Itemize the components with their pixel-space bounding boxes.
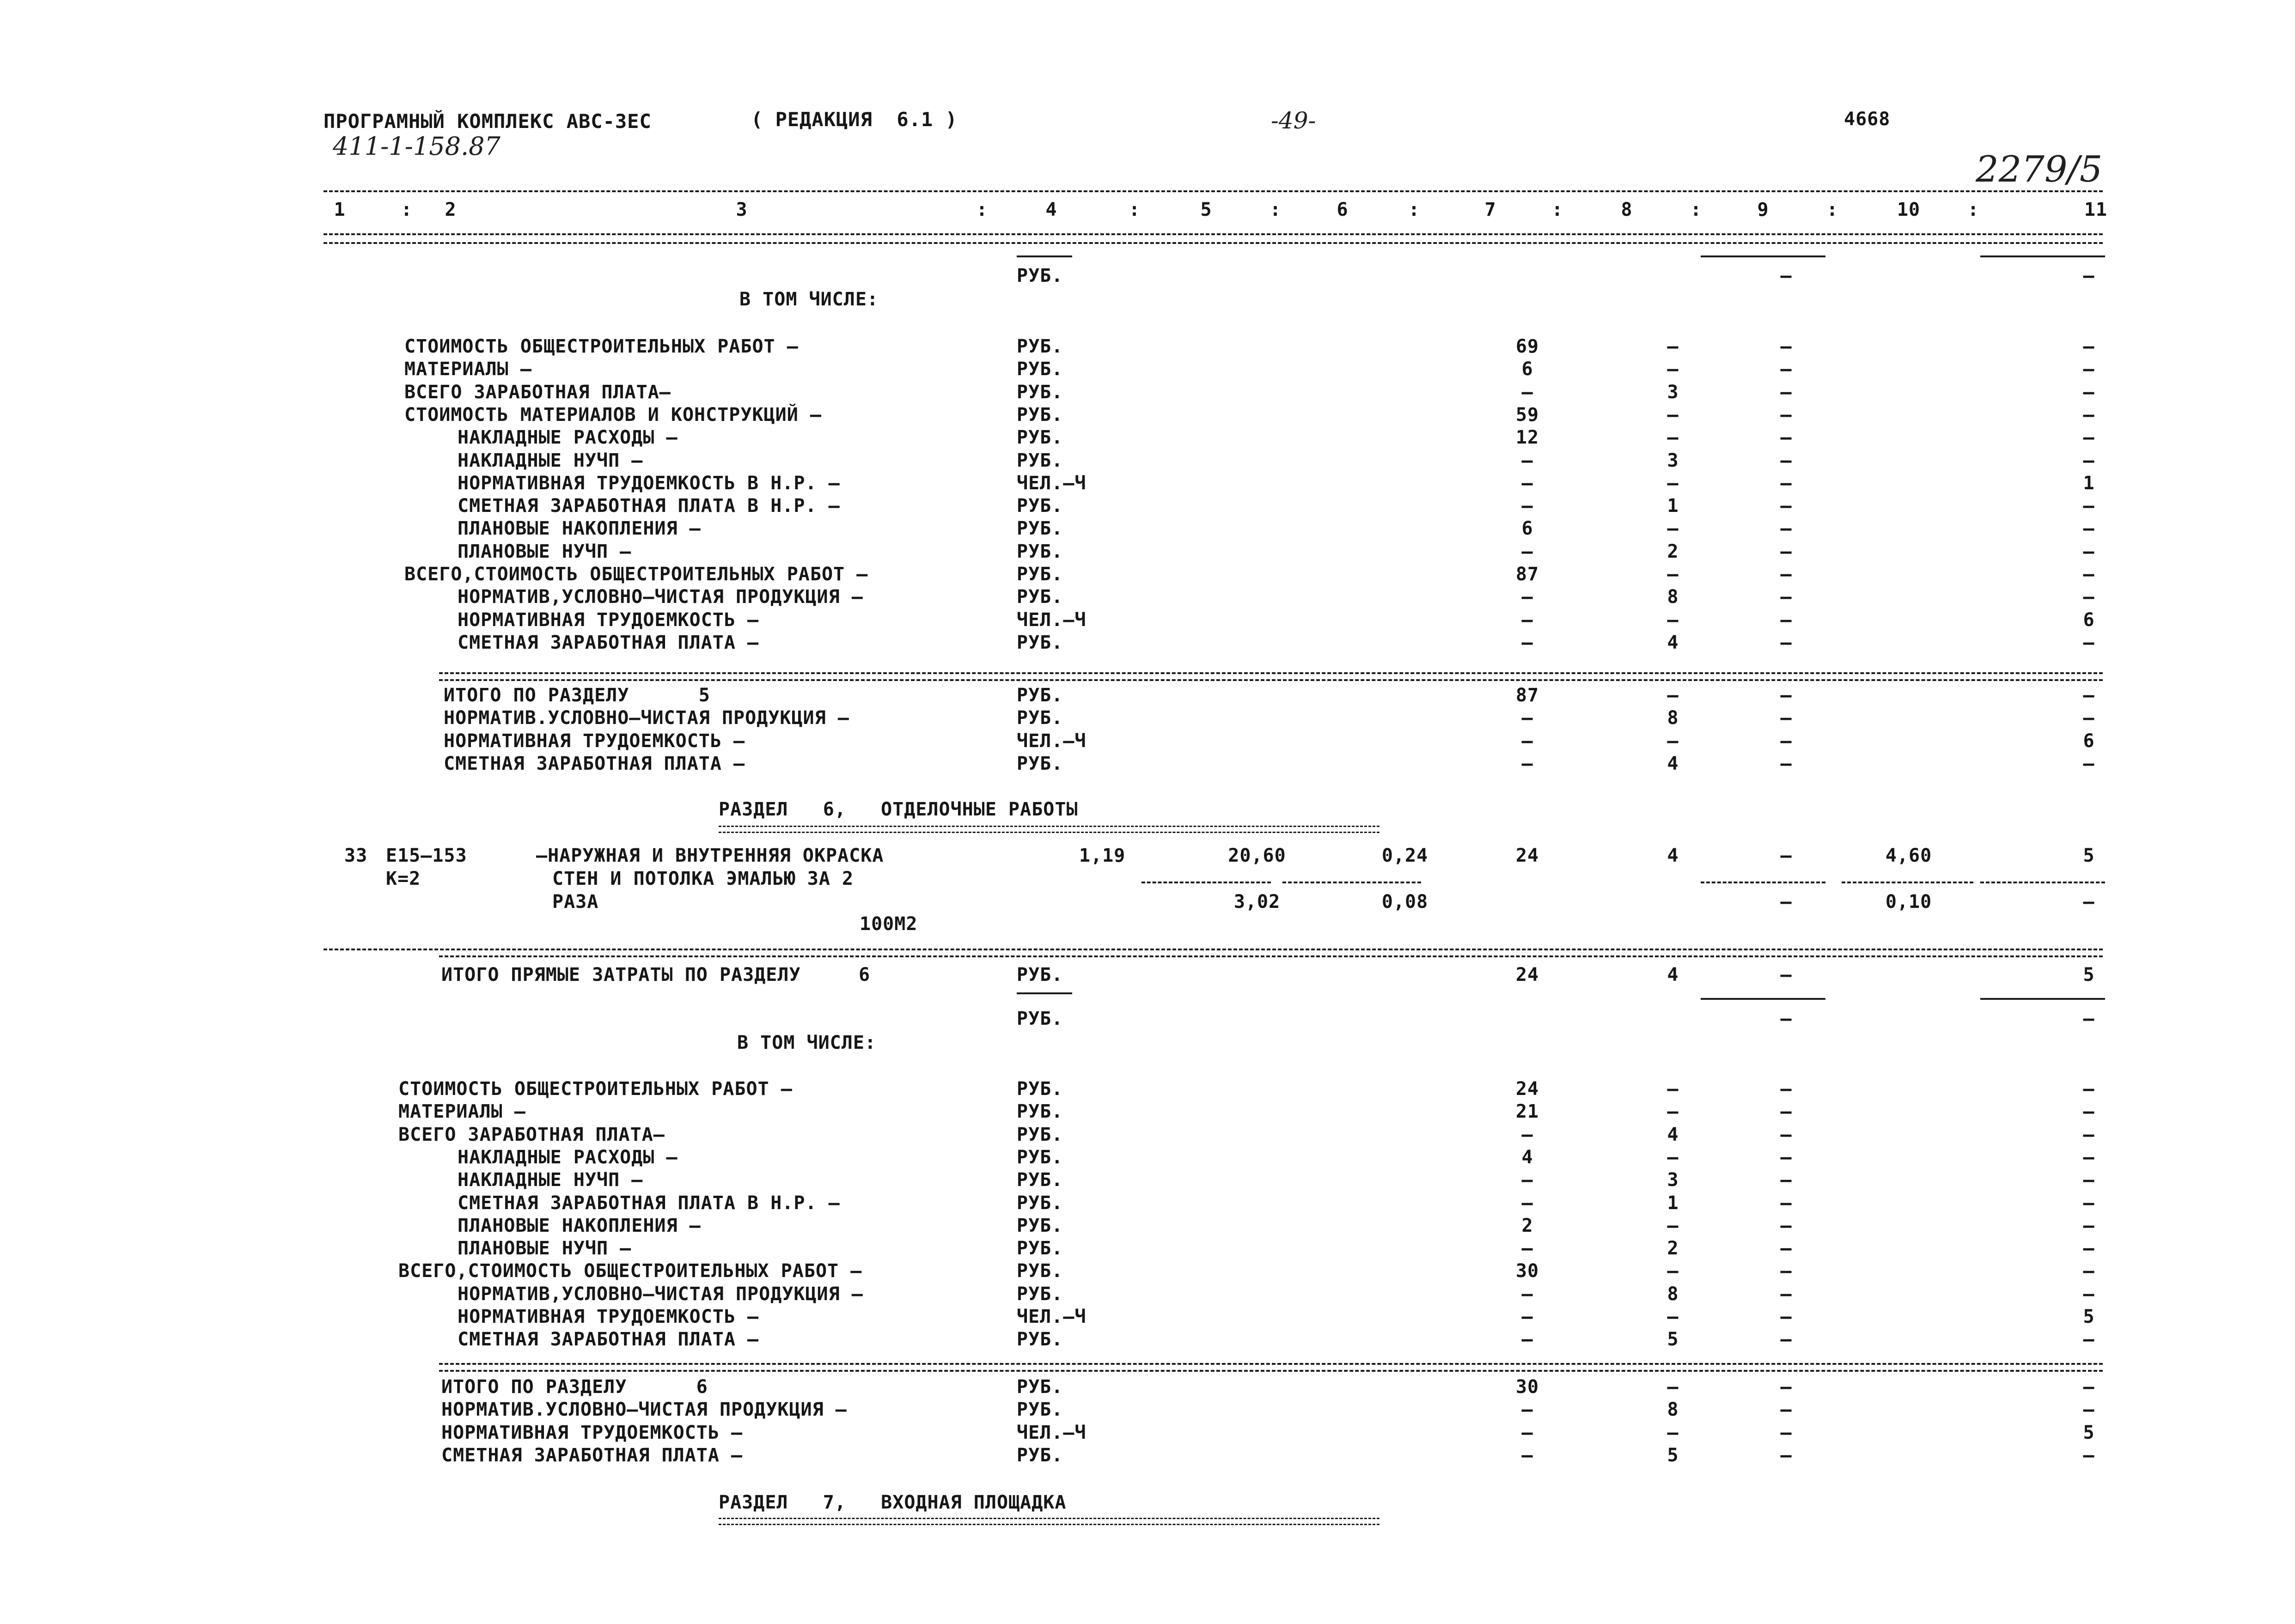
s6-row-col9: – bbox=[1780, 1306, 1792, 1327]
s5-row-label: НОРМАТИВНАЯ ТРУДОЕМКОСТЬ В Н.Р. – bbox=[458, 472, 840, 494]
unit-rub: РУБ. bbox=[1017, 265, 1063, 286]
s5-row-col9: – bbox=[1780, 359, 1792, 380]
item-bottom-rule bbox=[323, 949, 2103, 950]
s5-row-col7: – bbox=[1521, 450, 1533, 471]
s5-row-col11: – bbox=[2083, 495, 2095, 517]
s6-row-unit: РУБ. bbox=[1017, 1124, 1063, 1145]
unit-overline bbox=[1017, 255, 1072, 257]
item-col11: 5 bbox=[2083, 845, 2095, 866]
s6-row-col9: – bbox=[1780, 1215, 1792, 1236]
s6-total-unit: РУБ. bbox=[1017, 1399, 1063, 1421]
s6-row-col9: – bbox=[1780, 1283, 1792, 1305]
s5-row-col8: – bbox=[1667, 518, 1679, 540]
column-number-10: 10 bbox=[1897, 199, 1921, 220]
s5-total-col7: – bbox=[1521, 753, 1533, 774]
s6-total-col11: – bbox=[2083, 1399, 2095, 1421]
s5-row-col7: – bbox=[1521, 541, 1533, 562]
s5-row-col11: – bbox=[2083, 564, 2095, 585]
s5-total-unit: ЧЕЛ.–Ч bbox=[1017, 730, 1086, 752]
s5-row-col7: 12 bbox=[1515, 427, 1539, 449]
s6-row-col7: – bbox=[1521, 1329, 1533, 1350]
s5-row-label: ВСЕГО ЗАРАБОТНАЯ ПЛАТА– bbox=[404, 381, 671, 403]
s5-row-unit: РУБ. bbox=[1017, 336, 1063, 357]
s5-totals-rule-2 bbox=[439, 679, 2103, 681]
item-measure: 100М2 bbox=[860, 913, 918, 935]
s6-total-unit: РУБ. bbox=[1017, 1376, 1063, 1398]
s5-row-col7: – bbox=[1521, 609, 1533, 631]
s5-total-unit: РУБ. bbox=[1017, 707, 1063, 729]
handwritten-reference: 411-1-158.87 bbox=[333, 132, 501, 161]
s6-totals-rule bbox=[439, 1363, 2103, 1365]
s6-total-col7: – bbox=[1521, 1444, 1533, 1466]
s6-total-col8: 8 bbox=[1667, 1399, 1679, 1421]
s6-total-unit: ЧЕЛ.–Ч bbox=[1017, 1422, 1086, 1443]
s6-total-unit: РУБ. bbox=[1017, 1444, 1063, 1466]
column-number-5: 5 bbox=[1200, 199, 1212, 220]
s5-total-col11: 6 bbox=[2083, 730, 2095, 752]
s5-row-col9: – bbox=[1780, 336, 1792, 357]
s5-row-col7: – bbox=[1521, 586, 1533, 608]
direct-costs-rule bbox=[439, 955, 2103, 957]
s5-row-label: НАКЛАДНЫЕ НУЧП – bbox=[458, 450, 643, 471]
s6-total-col11: – bbox=[2083, 1376, 2095, 1398]
s6-row-col7: 4 bbox=[1521, 1146, 1533, 1168]
program-name: ПРОГРАМНЫЙ КОМПЛЕКС АВС-3ЕС bbox=[323, 110, 652, 133]
s6-row-col7: 24 bbox=[1515, 1078, 1539, 1100]
s6-row-col11: – bbox=[2083, 1146, 2095, 1168]
column-separator: : bbox=[1967, 199, 1979, 220]
column-separator: : bbox=[1826, 199, 1838, 220]
s5-total-col9: – bbox=[1780, 685, 1792, 706]
s6-row-col7: – bbox=[1521, 1306, 1533, 1327]
s6-row-col9: – bbox=[1780, 1124, 1792, 1145]
s5-row-unit: РУБ. bbox=[1017, 564, 1063, 585]
s6-row-label: МАТЕРИАЛЫ – bbox=[398, 1101, 526, 1123]
s5-row-col11: – bbox=[2083, 518, 2095, 540]
s5-row-unit: РУБ. bbox=[1017, 518, 1063, 540]
s6-row-label: НОРМАТИВ,УСЛОВНО–ЧИСТАЯ ПРОДУКЦИЯ – bbox=[458, 1283, 863, 1305]
s6-total-col11: 5 bbox=[2083, 1422, 2095, 1443]
s6-row-col8: – bbox=[1667, 1078, 1679, 1100]
direct-costs-col7: 24 bbox=[1515, 964, 1539, 985]
s5-row-col7: 6 bbox=[1521, 359, 1533, 380]
s6-row-label: НОРМАТИВНАЯ ТРУДОЕМКОСТЬ – bbox=[458, 1306, 759, 1327]
s6-row-col7: – bbox=[1521, 1238, 1533, 1259]
s5-total-col7: – bbox=[1521, 707, 1533, 729]
s6-row-col9: – bbox=[1780, 1169, 1792, 1191]
s5-row-unit: РУБ. bbox=[1017, 450, 1063, 471]
s5-row-col8: – bbox=[1667, 359, 1679, 380]
s5-row-col11: – bbox=[2083, 541, 2095, 562]
col11-overline bbox=[1980, 255, 2105, 257]
direct-costs-col11: 5 bbox=[2083, 964, 2095, 985]
s6-row-unit: РУБ. bbox=[1017, 1238, 1063, 1259]
col9-overline bbox=[1701, 255, 1825, 257]
s6-row-col11: – bbox=[2083, 1124, 2095, 1145]
s6-row-col11: – bbox=[2083, 1215, 2095, 1236]
s6-row-col11: – bbox=[2083, 1260, 2095, 1282]
col11-dash-2: – bbox=[2083, 1008, 2095, 1029]
s5-total-label: НОРМАТИВ.УСЛОВНО–ЧИСТАЯ ПРОДУКЦИЯ – bbox=[444, 707, 849, 729]
s6-total-col9: – bbox=[1780, 1399, 1792, 1421]
s6-row-col8: 8 bbox=[1667, 1283, 1679, 1305]
s5-total-col9: – bbox=[1780, 707, 1792, 729]
s5-row-col9: – bbox=[1780, 632, 1792, 653]
s6-row-unit: ЧЕЛ.–Ч bbox=[1017, 1306, 1086, 1327]
s5-row-col8: – bbox=[1667, 564, 1679, 585]
item-col5-divider bbox=[1141, 882, 1271, 883]
item-number: 33 bbox=[344, 845, 368, 866]
s6-row-col11: 5 bbox=[2083, 1306, 2095, 1327]
item-quantity: 1,19 bbox=[1079, 845, 1126, 866]
s6-total-col9: – bbox=[1780, 1422, 1792, 1443]
s6-total-label: СМЕТНАЯ ЗАРАБОТНАЯ ПЛАТА – bbox=[441, 1444, 743, 1466]
col11-dash: – bbox=[2083, 265, 2095, 286]
s6-total-col7: – bbox=[1521, 1422, 1533, 1443]
s6-row-col9: – bbox=[1780, 1238, 1792, 1259]
item-description-line: РАЗА bbox=[552, 891, 599, 912]
column-number-4: 4 bbox=[1045, 199, 1057, 220]
col9-overline-2 bbox=[1701, 998, 1825, 1000]
s6-row-label: СТОИМОСТЬ ОБЩЕСТРОИТЕЛЬНЫХ РАБОТ – bbox=[398, 1078, 793, 1100]
s5-row-label: СМЕТНАЯ ЗАРАБОТНАЯ ПЛАТА – bbox=[458, 632, 759, 653]
s5-row-col7: 59 bbox=[1515, 404, 1539, 426]
s5-total-unit: РУБ. bbox=[1017, 685, 1063, 706]
item-col5: 20,60 bbox=[1228, 845, 1286, 866]
s5-total-col11: – bbox=[2083, 753, 2095, 774]
col9-dash-2: – bbox=[1780, 1008, 1792, 1029]
s5-total-label: НОРМАТИВНАЯ ТРУДОЕМКОСТЬ – bbox=[444, 730, 745, 752]
s6-row-col8: – bbox=[1667, 1306, 1679, 1327]
s5-row-col8: 1 bbox=[1667, 495, 1679, 517]
item-col5-second: 3,02 bbox=[1233, 891, 1281, 912]
s5-row-col7: 87 bbox=[1515, 564, 1539, 585]
column-number-3: 3 bbox=[736, 199, 748, 220]
s5-row-label: МАТЕРИАЛЫ – bbox=[404, 359, 532, 380]
item-col9-divider bbox=[1701, 882, 1825, 883]
s6-row-unit: РУБ. bbox=[1017, 1329, 1063, 1350]
item-col8: 4 bbox=[1667, 845, 1679, 866]
s5-row-col8: 3 bbox=[1667, 450, 1679, 471]
s5-row-unit: РУБ. bbox=[1017, 632, 1063, 653]
item-col6-second: 0,08 bbox=[1381, 891, 1428, 912]
s6-row-col9: – bbox=[1780, 1260, 1792, 1282]
s5-row-col8: 2 bbox=[1667, 541, 1679, 562]
s5-total-col9: – bbox=[1780, 730, 1792, 752]
s5-row-col9: – bbox=[1780, 518, 1792, 540]
s5-total-label: ИТОГО ПО РАЗДЕЛУ 5 bbox=[444, 685, 710, 706]
s6-row-unit: РУБ. bbox=[1017, 1146, 1063, 1168]
column-separator: : bbox=[1408, 199, 1420, 220]
s5-row-col11: – bbox=[2083, 404, 2095, 426]
s5-row-col9: – bbox=[1780, 381, 1792, 403]
s6-row-col8: – bbox=[1667, 1101, 1679, 1123]
s6-row-col9: – bbox=[1780, 1329, 1792, 1350]
s5-total-col9: – bbox=[1780, 753, 1792, 774]
header-bottom-rule bbox=[323, 233, 2103, 235]
item-col10-second: 0,10 bbox=[1885, 891, 1932, 912]
col9-dash: – bbox=[1780, 265, 1792, 286]
column-number-8: 8 bbox=[1621, 199, 1633, 220]
s5-row-col9: – bbox=[1780, 404, 1792, 426]
col11-overline-2 bbox=[1980, 998, 2105, 1000]
s6-row-col11: – bbox=[2083, 1238, 2095, 1259]
s6-row-unit: РУБ. bbox=[1017, 1215, 1063, 1236]
s6-row-col8: – bbox=[1667, 1146, 1679, 1168]
s5-row-label: СТОИМОСТЬ ОБЩЕСТРОИТЕЛЬНЫХ РАБОТ – bbox=[404, 336, 799, 357]
column-separator: : bbox=[1551, 199, 1563, 220]
s6-total-col8: – bbox=[1667, 1422, 1679, 1443]
s5-row-col8: – bbox=[1667, 472, 1679, 494]
s6-row-unit: РУБ. bbox=[1017, 1283, 1063, 1305]
s6-row-col11: – bbox=[2083, 1192, 2095, 1214]
s6-row-col11: – bbox=[2083, 1169, 2095, 1191]
s6-total-col11: – bbox=[2083, 1444, 2095, 1466]
s5-row-label: СТОИМОСТЬ МАТЕРИАЛОВ И КОНСТРУКЦИЙ – bbox=[404, 404, 822, 426]
s5-row-col7: – bbox=[1521, 472, 1533, 494]
s5-row-col11: – bbox=[2083, 427, 2095, 449]
s5-row-col11: – bbox=[2083, 381, 2095, 403]
item-col9: – bbox=[1780, 845, 1792, 866]
s5-row-col9: – bbox=[1780, 564, 1792, 585]
s5-row-col9: – bbox=[1780, 609, 1792, 631]
s5-row-unit: ЧЕЛ.–Ч bbox=[1017, 472, 1086, 494]
s6-total-col8: 5 bbox=[1667, 1444, 1679, 1466]
s5-total-col7: 87 bbox=[1515, 685, 1539, 706]
s5-row-col9: – bbox=[1780, 586, 1792, 608]
s6-row-col8: 4 bbox=[1667, 1124, 1679, 1145]
s6-row-col11: – bbox=[2083, 1078, 2095, 1100]
s5-row-col11: – bbox=[2083, 336, 2095, 357]
s5-row-col11: – bbox=[2083, 359, 2095, 380]
s6-total-col7: 30 bbox=[1515, 1376, 1539, 1398]
section-7-title: РАЗДЕЛ 7, ВХОДНАЯ ПЛОЩАДКА bbox=[719, 1492, 1067, 1513]
s5-total-label: СМЕТНАЯ ЗАРАБОТНАЯ ПЛАТА – bbox=[444, 753, 745, 774]
column-number-2: 2 bbox=[445, 199, 457, 220]
s5-row-col8: 4 bbox=[1667, 632, 1679, 653]
s5-row-col11: 6 bbox=[2083, 609, 2095, 631]
s5-row-col8: – bbox=[1667, 404, 1679, 426]
s6-total-col9: – bbox=[1780, 1444, 1792, 1466]
column-number-11: 11 bbox=[2084, 199, 2108, 220]
s5-row-label: НОРМАТИВНАЯ ТРУДОЕМКОСТЬ – bbox=[458, 609, 759, 631]
in-total-heading: В ТОМ ЧИСЛЕ: bbox=[739, 289, 879, 310]
s5-row-col7: – bbox=[1521, 381, 1533, 403]
item-coefficient: К=2 bbox=[386, 868, 421, 889]
s6-row-label: СМЕТНАЯ ЗАРАБОТНАЯ ПЛАТА – bbox=[458, 1329, 759, 1350]
s5-row-col8: – bbox=[1667, 609, 1679, 631]
s6-row-col8: 1 bbox=[1667, 1192, 1679, 1214]
s5-row-unit: РУБ. bbox=[1017, 404, 1063, 426]
item-col9-second: – bbox=[1780, 891, 1792, 912]
item-code: Е15–153 bbox=[386, 845, 467, 866]
column-separator: : bbox=[976, 199, 988, 220]
s5-row-col9: – bbox=[1780, 541, 1792, 562]
item-col11-divider bbox=[1980, 882, 2105, 883]
s5-row-col9: – bbox=[1780, 450, 1792, 471]
column-number-1: 1 bbox=[334, 199, 346, 220]
s5-row-col9: – bbox=[1780, 472, 1792, 494]
s5-row-col11: – bbox=[2083, 450, 2095, 471]
header-bottom-rule-2 bbox=[323, 242, 2103, 244]
s5-row-unit: РУБ. bbox=[1017, 427, 1063, 449]
s5-row-col11: 1 bbox=[2083, 472, 2095, 494]
item-col7: 24 bbox=[1515, 845, 1539, 866]
s5-row-col7: – bbox=[1521, 495, 1533, 517]
s6-row-col9: – bbox=[1780, 1192, 1792, 1214]
section-7-underline bbox=[719, 1518, 1379, 1525]
s5-row-col11: – bbox=[2083, 632, 2095, 653]
s6-row-label: ПЛАНОВЫЕ НУЧП – bbox=[458, 1238, 632, 1259]
s5-row-label: ПЛАНОВЫЕ НУЧП – bbox=[458, 541, 632, 562]
s6-row-col7: – bbox=[1521, 1283, 1533, 1305]
s6-row-col8: – bbox=[1667, 1260, 1679, 1282]
column-number-6: 6 bbox=[1337, 199, 1349, 220]
in-total-heading-2: В ТОМ ЧИСЛЕ: bbox=[737, 1032, 876, 1053]
s6-total-col8: – bbox=[1667, 1376, 1679, 1398]
column-number-9: 9 bbox=[1757, 199, 1769, 220]
s6-row-label: ПЛАНОВЫЕ НАКОПЛЕНИЯ – bbox=[458, 1215, 701, 1236]
s5-row-col7: 6 bbox=[1521, 518, 1533, 540]
s5-total-col8: – bbox=[1667, 685, 1679, 706]
section-6-title: РАЗДЕЛ 6, ОТДЕЛОЧНЫЕ РАБОТЫ bbox=[719, 799, 1078, 820]
s5-row-col11: – bbox=[2083, 586, 2095, 608]
column-separator: : bbox=[1129, 199, 1141, 220]
s5-row-label: ПЛАНОВЫЕ НАКОПЛЕНИЯ – bbox=[458, 518, 701, 540]
unit-rub-2: РУБ. bbox=[1017, 1008, 1063, 1029]
direct-costs-col8: 4 bbox=[1667, 964, 1679, 985]
item-col11-second: – bbox=[2083, 891, 2095, 912]
s6-totals-rule-2 bbox=[439, 1370, 2103, 1372]
s6-row-unit: РУБ. bbox=[1017, 1260, 1063, 1282]
s5-row-unit: ЧЕЛ.–Ч bbox=[1017, 609, 1086, 631]
s5-total-col11: – bbox=[2083, 685, 2095, 706]
s5-row-col9: – bbox=[1780, 427, 1792, 449]
direct-costs-unit: РУБ. bbox=[1017, 964, 1063, 985]
s5-row-unit: РУБ. bbox=[1017, 359, 1063, 380]
s6-row-col7: 21 bbox=[1515, 1101, 1539, 1123]
s5-total-col11: – bbox=[2083, 707, 2095, 729]
s5-total-col8: – bbox=[1667, 730, 1679, 752]
s5-row-label: НОРМАТИВ,УСЛОВНО–ЧИСТАЯ ПРОДУКЦИЯ – bbox=[458, 586, 863, 608]
edition-label: ( РЕДАКЦИЯ 6.1 ) bbox=[751, 108, 958, 131]
s5-total-unit: РУБ. bbox=[1017, 753, 1063, 774]
s6-row-col7: – bbox=[1521, 1124, 1533, 1145]
s6-row-col9: – bbox=[1780, 1146, 1792, 1168]
unit2-overline bbox=[1017, 992, 1072, 994]
item-col6-divider bbox=[1282, 882, 1421, 883]
column-separator: : bbox=[1690, 199, 1702, 220]
s6-total-label: НОРМАТИВНАЯ ТРУДОЕМКОСТЬ – bbox=[441, 1422, 743, 1443]
s5-row-unit: РУБ. bbox=[1017, 541, 1063, 562]
s5-totals-rule bbox=[439, 672, 2103, 674]
s5-total-col8: 4 bbox=[1667, 753, 1679, 774]
s6-total-col9: – bbox=[1780, 1376, 1792, 1398]
s5-row-label: НАКЛАДНЫЕ РАСХОДЫ – bbox=[458, 427, 678, 449]
s5-row-unit: РУБ. bbox=[1017, 381, 1063, 403]
s5-row-col8: 3 bbox=[1667, 381, 1679, 403]
s6-row-col9: – bbox=[1780, 1078, 1792, 1100]
s5-row-label: ВСЕГО,СТОИМОСТЬ ОБЩЕСТРОИТЕЛЬНЫХ РАБОТ – bbox=[404, 564, 868, 585]
s5-row-unit: РУБ. bbox=[1017, 495, 1063, 517]
s5-row-label: СМЕТНАЯ ЗАРАБОТНАЯ ПЛАТА В Н.Р. – bbox=[458, 495, 840, 517]
s6-row-col7: – bbox=[1521, 1169, 1533, 1191]
s6-row-col8: 5 bbox=[1667, 1329, 1679, 1350]
s6-total-label: НОРМАТИВ.УСЛОВНО–ЧИСТАЯ ПРОДУКЦИЯ – bbox=[441, 1399, 847, 1421]
item-col6: 0,24 bbox=[1381, 845, 1428, 866]
s6-row-unit: РУБ. bbox=[1017, 1101, 1063, 1123]
s5-row-unit: РУБ. bbox=[1017, 586, 1063, 608]
column-number-7: 7 bbox=[1484, 199, 1496, 220]
s6-row-label: СМЕТНАЯ ЗАРАБОТНАЯ ПЛАТА В Н.Р. – bbox=[458, 1192, 840, 1214]
page-number: -49- bbox=[1271, 107, 1316, 134]
s5-total-col7: – bbox=[1521, 730, 1533, 752]
handwritten-sheet-number: 2279/5 bbox=[1976, 149, 2103, 190]
s6-row-col8: 3 bbox=[1667, 1169, 1679, 1191]
s6-row-col8: – bbox=[1667, 1215, 1679, 1236]
s6-row-col9: – bbox=[1780, 1101, 1792, 1123]
item-description-line: –НАРУЖНАЯ И ВНУТРЕННЯЯ ОКРАСКА bbox=[536, 845, 884, 866]
s6-row-unit: РУБ. bbox=[1017, 1192, 1063, 1214]
s6-row-col7: – bbox=[1521, 1192, 1533, 1214]
s6-row-col8: 2 bbox=[1667, 1238, 1679, 1259]
direct-costs-label: ИТОГО ПРЯМЫЕ ЗАТРАТЫ ПО РАЗДЕЛУ 6 bbox=[441, 964, 871, 985]
s5-row-col7: – bbox=[1521, 632, 1533, 653]
s6-row-unit: РУБ. bbox=[1017, 1078, 1063, 1100]
item-description-line: СТЕН И ПОТОЛКА ЭМАЛЬЮ ЗА 2 bbox=[552, 868, 854, 889]
s6-total-col7: – bbox=[1521, 1399, 1533, 1421]
section-6-underline bbox=[719, 826, 1379, 833]
s5-row-col8: 8 bbox=[1667, 586, 1679, 608]
s6-row-label: НАКЛАДНЫЕ НУЧП – bbox=[458, 1169, 643, 1191]
column-separator: : bbox=[401, 199, 413, 220]
s6-row-col11: – bbox=[2083, 1283, 2095, 1305]
column-separator: : bbox=[1270, 199, 1282, 220]
direct-costs-col9: – bbox=[1780, 964, 1792, 985]
header-top-rule bbox=[323, 190, 2103, 192]
s5-row-col7: 69 bbox=[1515, 336, 1539, 357]
document-code: 4668 bbox=[1844, 109, 1891, 130]
s6-row-label: НАКЛАДНЫЕ РАСХОДЫ – bbox=[458, 1146, 678, 1168]
s6-row-col11: – bbox=[2083, 1101, 2095, 1123]
s6-row-col7: 30 bbox=[1515, 1260, 1539, 1282]
s6-total-label: ИТОГО ПО РАЗДЕЛУ 6 bbox=[441, 1376, 708, 1398]
s6-row-label: ВСЕГО ЗАРАБОТНАЯ ПЛАТА– bbox=[398, 1124, 665, 1145]
s6-row-label: ВСЕГО,СТОИМОСТЬ ОБЩЕСТРОИТЕЛЬНЫХ РАБОТ – bbox=[398, 1260, 862, 1282]
s5-row-col8: – bbox=[1667, 427, 1679, 449]
item-col10-divider bbox=[1842, 882, 1973, 883]
s6-row-col7: 2 bbox=[1521, 1215, 1533, 1236]
s6-row-unit: РУБ. bbox=[1017, 1169, 1063, 1191]
s5-row-col8: – bbox=[1667, 336, 1679, 357]
s5-total-col8: 8 bbox=[1667, 707, 1679, 729]
item-col10: 4,60 bbox=[1885, 845, 1932, 866]
s6-row-col11: – bbox=[2083, 1329, 2095, 1350]
s5-row-col9: – bbox=[1780, 495, 1792, 517]
